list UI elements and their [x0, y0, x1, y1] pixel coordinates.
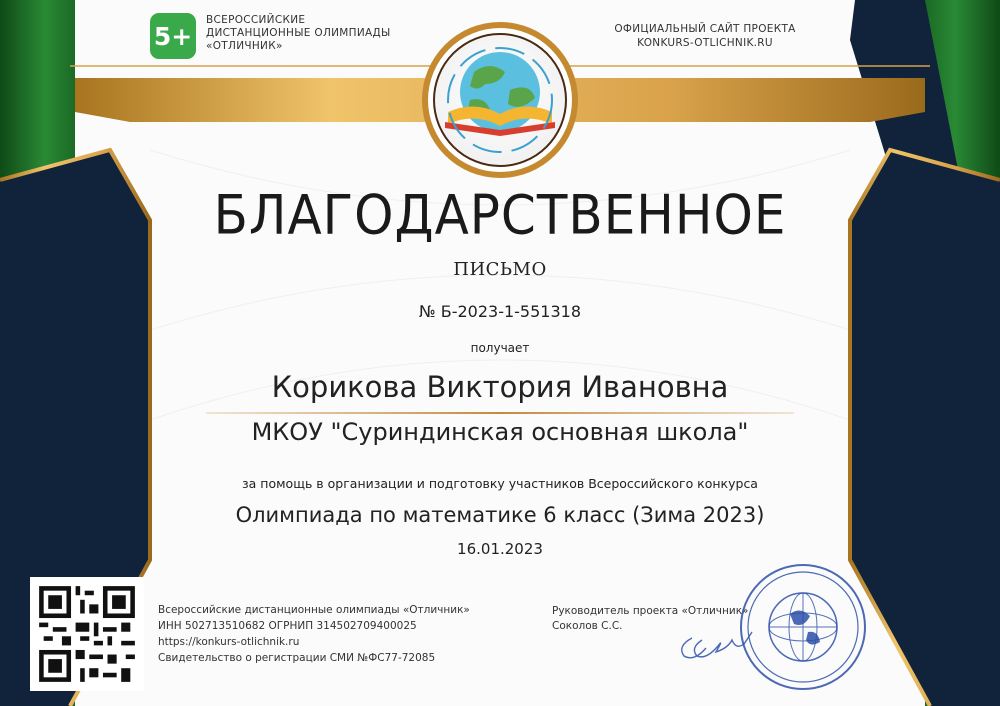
qr-code[interactable]	[30, 577, 144, 691]
event-name: Олимпиада по математике 6 класс (Зима 2023)	[235, 503, 765, 527]
head-title: Руководитель проекта «Отличник»	[552, 605, 749, 617]
brand-line: ДИСТАНЦИОННЫЕ ОЛИМПИАДЫ	[206, 27, 391, 39]
site-url[interactable]: KONKURS-OTLICHNIK.RU	[637, 37, 773, 49]
recipient-name: Корикова Виктория Ивановна	[271, 370, 729, 404]
organization-info	[158, 602, 470, 666]
brand-name	[206, 14, 391, 53]
certificate-number: № Б-2023-1-551318	[419, 302, 581, 321]
receives-label: получает	[470, 341, 530, 355]
org-line: ИНН 502713510682 ОГРНИП 314502709400025	[158, 620, 417, 632]
award-reason: за помощь в организации и подготовку участников Всероссийского конкурса	[242, 476, 758, 491]
org-link[interactable]: https://konkurs-otlichnik.ru	[158, 636, 300, 648]
certificate-subtitle: ПИСЬМО	[453, 259, 547, 280]
school-name: МКОУ "Суриндинская основная школа"	[251, 418, 749, 446]
head-name: Соколов С.С.	[552, 620, 623, 632]
certificate-title: БЛАГОДАРСТВЕННОЕ	[213, 183, 787, 247]
brand-line: «ОТЛИЧНИК»	[206, 40, 283, 52]
name-underline	[206, 412, 794, 414]
org-line: Всероссийские дистанционные олимпиады «Отличник»	[158, 604, 470, 616]
brand-line: ВСЕРОССИЙСКИЕ	[206, 14, 306, 26]
org-line: Свидетельство о регистрации СМИ №ФС77-72085	[158, 652, 436, 664]
issue-date: 16.01.2023	[457, 540, 543, 558]
logo-badge: 5+	[150, 13, 196, 59]
official-site	[590, 22, 820, 50]
signature	[672, 618, 768, 668]
site-caption: ОФИЦИАЛЬНЫЙ САЙТ ПРОЕКТА	[614, 23, 796, 35]
